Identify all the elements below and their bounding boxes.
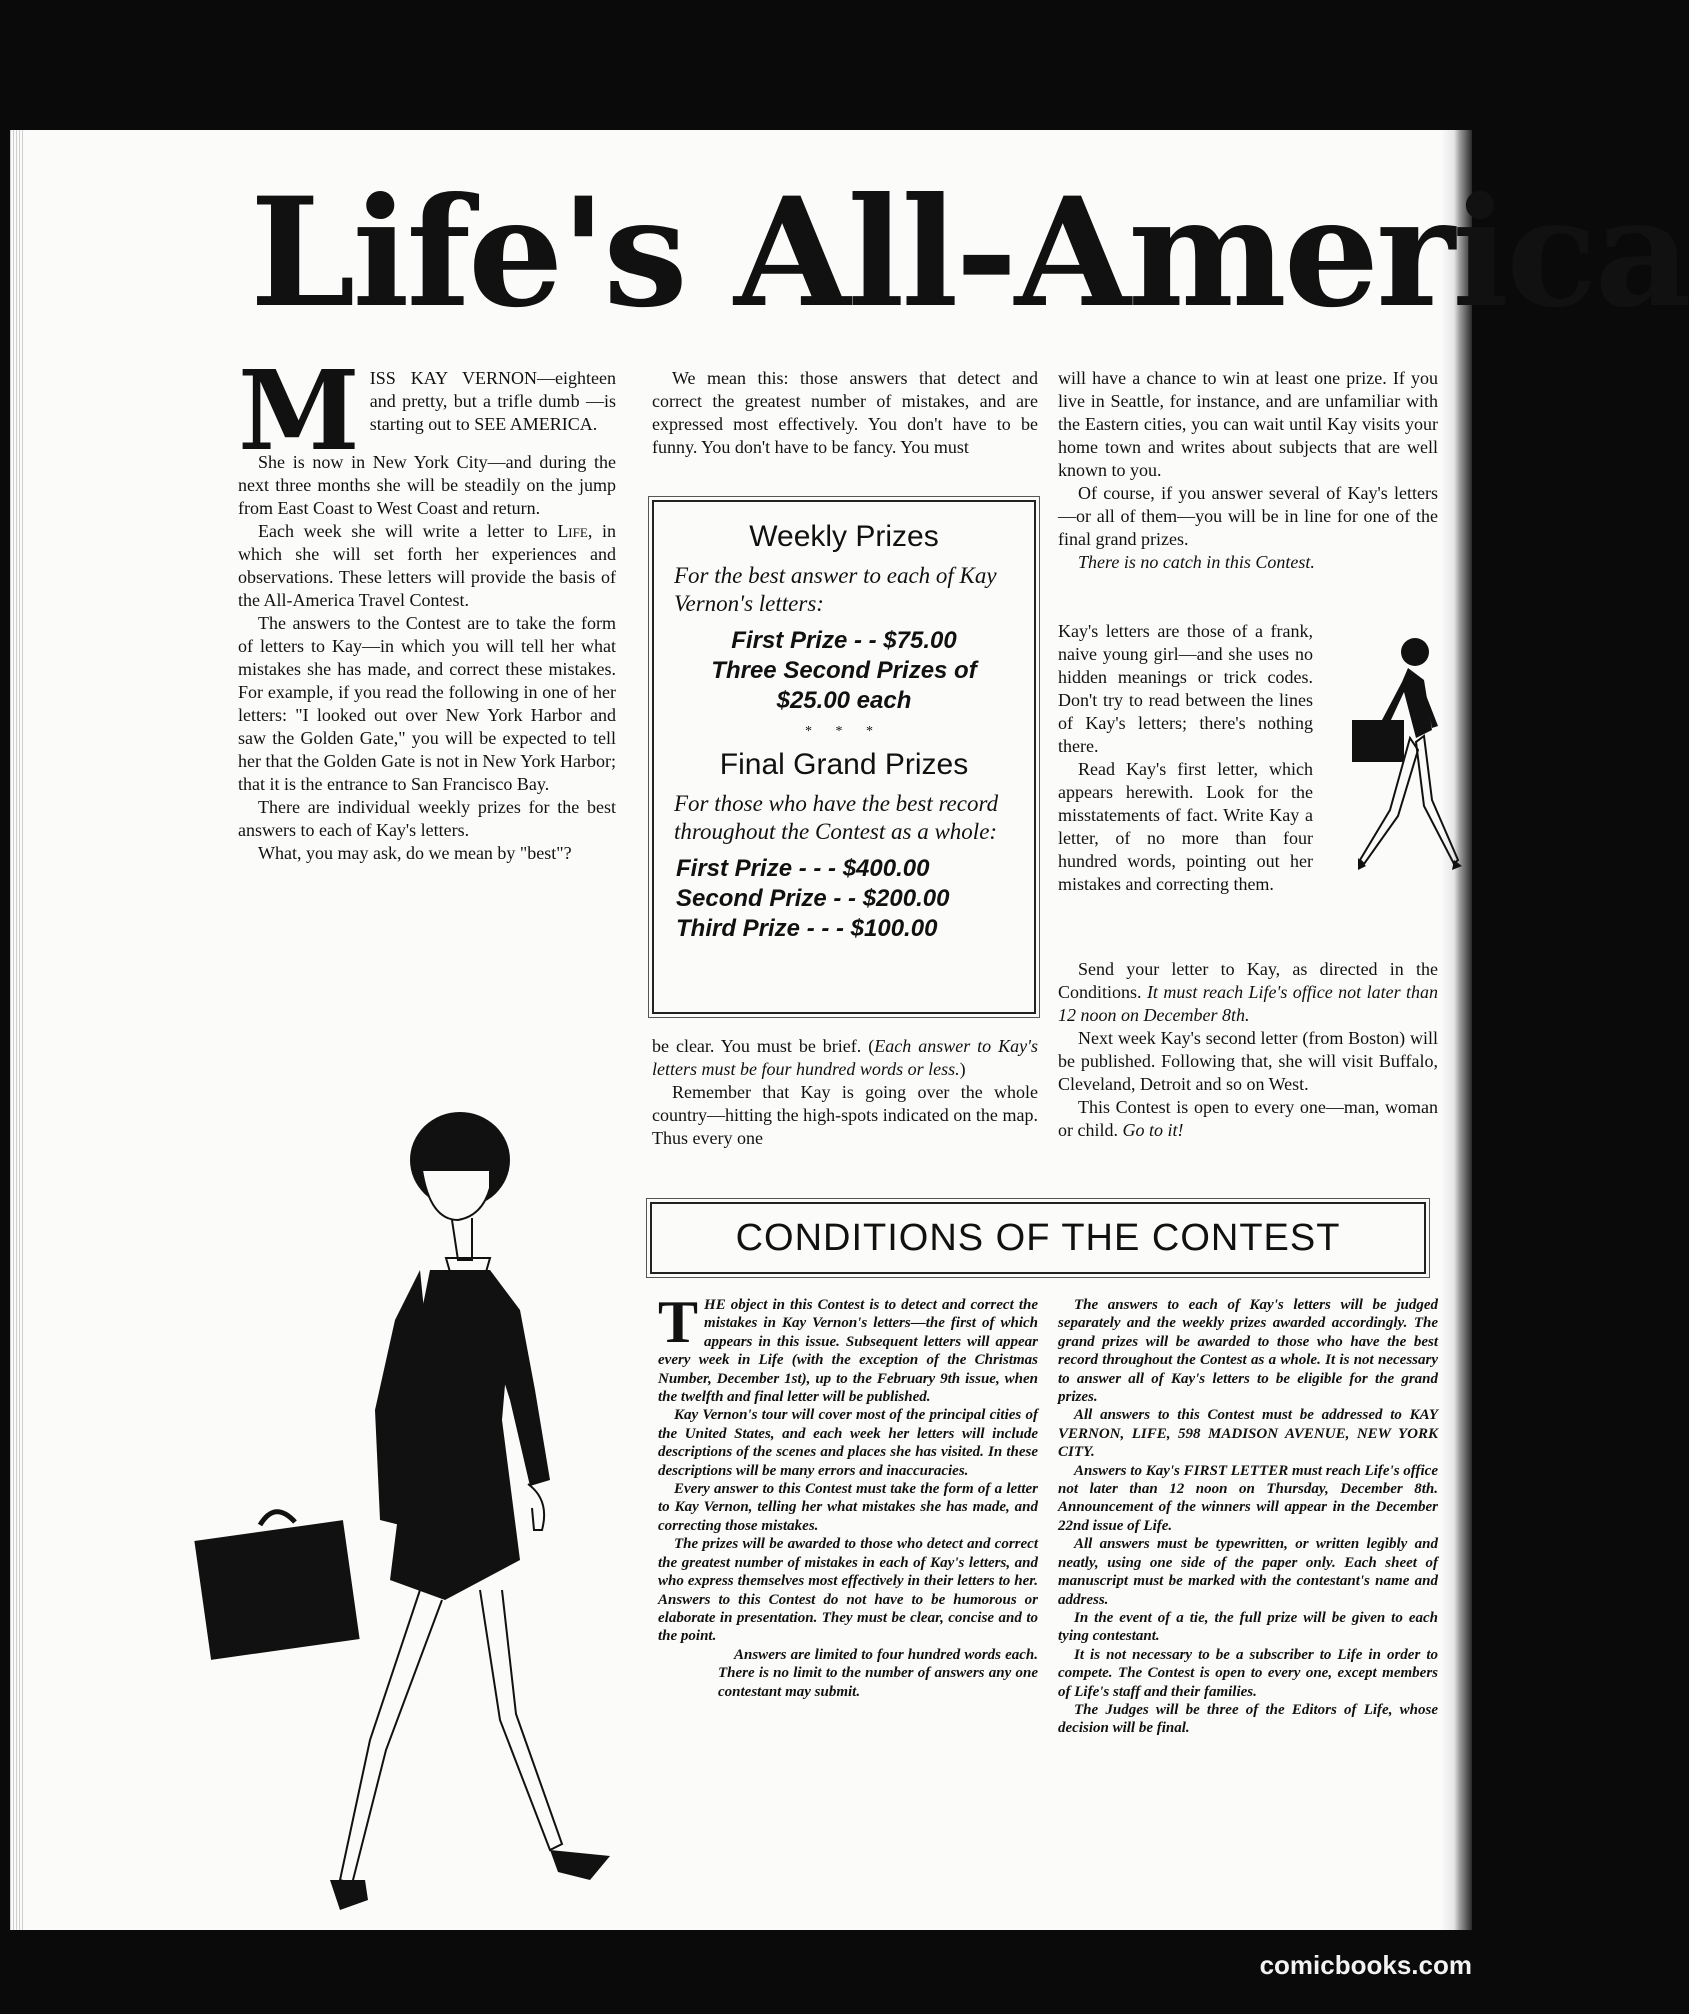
weekly-prizes-heading: Weekly Prizes: [749, 520, 939, 553]
condition-paragraph: Kay Vernon's tour will cover most of the principal cities of the United States, and each week her letters will include descriptions of the scenes and places she has visited. In these descriptions will be many errors and inaccuracies.: [658, 1407, 1038, 1479]
drop-cap: M: [238, 346, 360, 475]
intro-lead: ISS KAY VERNON—eighteen and pretty, but a trifle dumb —is starting out to SEE AMERICA.: [369, 368, 616, 434]
condition-paragraph: The Judges will be three of the Editors of Life, whose decision will be final.: [1058, 1701, 1438, 1737]
grand-first-prize: First Prize - - - $400.00: [676, 855, 930, 882]
intro-paragraph: There are individual weekly prizes for the best answers to each of Kay's letters.: [238, 797, 616, 840]
right-column-top: [1058, 367, 1438, 574]
condition-paragraph: The prizes will be awarded to those who detect and correct the greatest number of mistakes in each of Kay's letters, and who express themselves most effectively in their letters to her. Answers to this Contest do not have to be humorous or elaborate in presentation. They must be clear, concise and to the point.: [658, 1536, 1038, 1645]
right-paragraph: will have a chance to win at least one prize. If you live in Seattle, for instance, and are unfamiliar with the Eastern cities, you can wait until Kay visits your home town and writes about subjects that are well known to you.: [1058, 368, 1438, 480]
text-run: , in which she will set forth her experiences and observations. These letters will provide the basis of the All-America Travel Contest.: [238, 521, 616, 610]
right-paragraph: [1058, 551, 1438, 574]
intro-paragraph: What, you may ask, do we mean by "best"?: [258, 843, 572, 863]
condition-paragraph: Answers to Kay's FIRST LETTER must reach Life's office not later than 12 noon on Thursday, December 8th. Announcement of the winners will appear in the December 22nd issue of Life.: [1058, 1462, 1438, 1534]
weekly-second-prizes: Three Second Prizes of $25.00 each: [711, 657, 977, 714]
weekly-prizes-subtitle: For the best answer to each of Kay Vernon's letters:: [674, 563, 997, 616]
weekly-first-prize: First Prize - - $75.00: [731, 627, 957, 654]
text-run: Send your letter to Kay, as directed in the Conditions.: [1058, 959, 1438, 1002]
italic-run: It must reach Life's office not later than 12 noon on December 8th.: [1058, 982, 1439, 1025]
small-kay-illustration: [1320, 630, 1460, 990]
condition-paragraph: Every answer to this Contest must take the form of a letter to Kay Vernon, telling her what mistakes she has made, and correcting those mistakes.: [658, 1481, 1038, 1534]
right-paragraph: Of course, if you answer several of Kay's letters—or all of them—you will be in line for one of the final grand prizes.: [1058, 483, 1438, 549]
site-watermark: comicbooks.com: [1259, 1950, 1472, 1980]
right-paragraph: Read Kay's first letter, which appears herewith. Look for the misstatements of fact. Write Kay a letter, of no more than four hundred words, pointing out her mistakes and correcting them.: [1058, 759, 1313, 894]
intro-paragraph: She is now in New York City—and during the next three months she will be steadily on the jump from East Coast to West Coast and return.: [238, 452, 616, 518]
condition-paragraph: All answers to this Contest must be addressed to KAY VERNON, LIFE, 598 MADISON AVENUE, NEW YORK CITY.: [1058, 1407, 1438, 1461]
grand-third-prize: Third Prize - - - $100.00: [676, 915, 938, 942]
conditions-left-column: [658, 1289, 1038, 1701]
book-binding: [1442, 130, 1472, 1930]
condition-paragraph: HE object in this Contest is to detect and correct the mistakes in Kay Vernon's letters—the first of which appears in this issue. Subsequent letters will appear every week in Life (with the exception of the Christmas Number, December 1st), up to the February 9th issue, when the twelfth and final letter will be published.: [658, 1297, 1038, 1406]
divider-stars: * * *: [805, 724, 883, 739]
italic-run: There is no catch in this Contest.: [1078, 552, 1315, 572]
middle-paragraph: Remember that Kay is going over the whole country—hitting the high-spots indicated on the map. Thus every one: [652, 1082, 1038, 1148]
middle-column-top: [652, 367, 1038, 459]
middle-paragraph: We mean this: those answers that detect and correct the greatest number of mistakes, and are expressed most effectively. You don't have to be funny. You don't have to be fancy. You must: [652, 368, 1038, 457]
intro-paragraph: [238, 520, 616, 612]
prize-box: [652, 500, 1036, 1014]
text-run: This Contest is open to every one—man, woman or child.: [1058, 1097, 1438, 1140]
text-run: be clear. You must be brief. (: [652, 1036, 875, 1056]
right-paragraph: Next week Kay's second letter (from Boston) will be published. Following that, she will visit Buffalo, Cleveland, Detroit and so on West.: [1058, 1028, 1438, 1094]
life-name: Life: [557, 521, 588, 541]
italic-run: Go to it!: [1122, 1120, 1184, 1140]
condition-paragraph: In the event of a tie, the full prize will be given to each tying contestant.: [1058, 1609, 1438, 1645]
conditions-heading-box: CONDITIONS OF THE CONTEST: [650, 1202, 1426, 1274]
right-paragraph: Kay's letters are those of a frank, naive young girl—and she uses no hidden meanings or trick codes. Don't try to read between the lines of Kay's letters; there's nothing there.: [1058, 621, 1313, 756]
intro-paragraph: The answers to the Contest are to take the form of letters to Kay—in which you will tell her what mistakes she has made, and correct these mistakes. For example, if you read the following in one of her letters: "I looked out over New York Harbor and saw the Golden Gate," you will be expected to tell her that the Golden Gate is not in New York Harbor; that it is the entrance to San Francisco Bay.: [238, 613, 616, 794]
right-paragraph: [1058, 1096, 1438, 1142]
grand-prizes-heading: Final Grand Prizes: [719, 748, 969, 781]
grand-prizes-subtitle: For those who have the best record throughout the Contest as a whole:: [674, 791, 999, 844]
magazine-page: [10, 130, 1689, 1930]
intro-column: [238, 346, 616, 865]
page-stack-edges: [10, 130, 24, 1930]
condition-paragraph: Answers are limited to four hundred words each. There is no limit to the number of answers any one contestant may submit.: [718, 1646, 1038, 1700]
conditions-right-column: [1058, 1296, 1438, 1738]
page-title: Life's All-America: [250, 165, 1689, 341]
condition-paragraph: All answers must be typewritten, or written legibly and neatly, using one side of the paper only. Each sheet of manuscript must be marked with the contestant's name and address.: [1058, 1536, 1438, 1608]
text-run: Each week she will write a letter to: [258, 521, 558, 541]
condition-paragraph: The answers to each of Kay's letters will be judged separately and the weekly prizes awarded accordingly. The grand prizes will be awarded to those who have the best record throughout the Contest as a whole. It is not necessary to answer all of Kay's letters to be eligible for the grand prizes.: [1058, 1297, 1438, 1406]
text-run: ): [959, 1059, 966, 1079]
right-column-narrow: [1058, 620, 1313, 896]
italic-run: Each answer to Kay's letters must be four hundred words or less.: [652, 1036, 1038, 1079]
conditions-drop-cap: T: [658, 1289, 699, 1355]
grand-second-prize: Second Prize - - $200.00: [676, 885, 950, 912]
condition-paragraph: It is not necessary to be a subscriber to Life in order to compete. The Contest is open to every one, except members of Life's staff and their families.: [1058, 1646, 1438, 1700]
kay-vernon-illustration: [190, 1060, 730, 1970]
